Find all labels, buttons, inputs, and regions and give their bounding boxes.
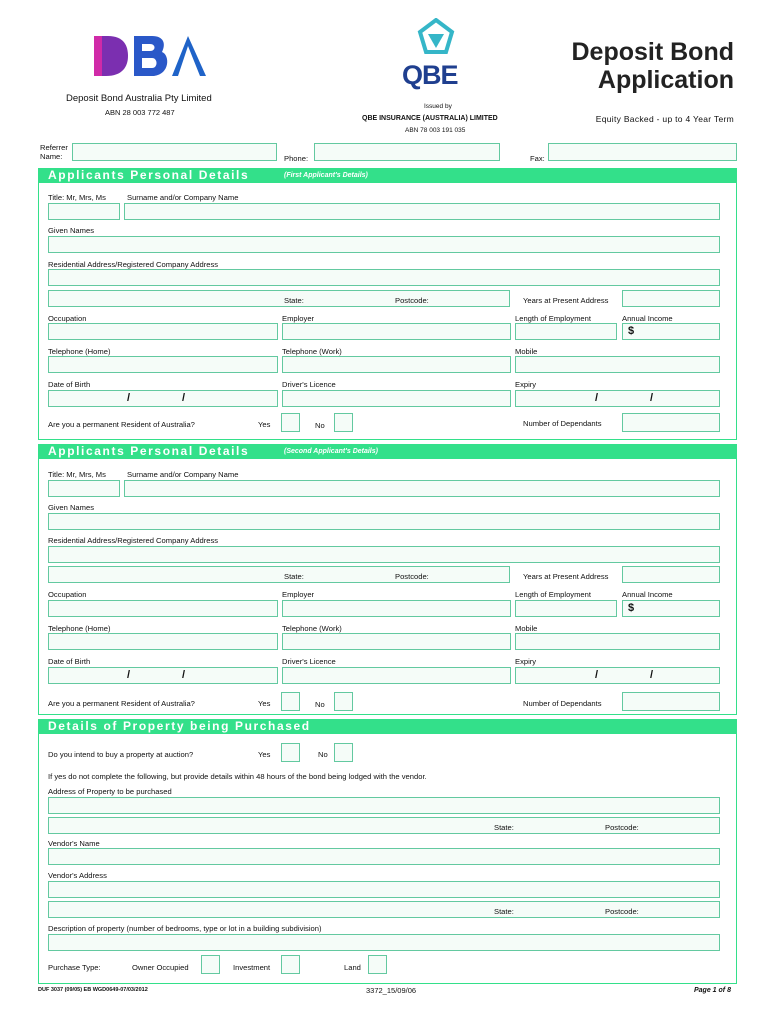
a2-given-names-field[interactable] <box>48 513 720 530</box>
a2-licence-label: Driver's Licence <box>282 657 336 666</box>
a2-mobile-field[interactable] <box>515 633 720 650</box>
a2-given-names-label: Given Names <box>48 503 95 512</box>
a1-resident-no-checkbox[interactable] <box>334 413 353 432</box>
property-heading: Details of Property being Purchased <box>48 719 311 733</box>
a2-address-label: Residential Address/Registered Company Address <box>48 536 219 545</box>
investment-label: Investment <box>233 963 271 972</box>
a2-occupation-field[interactable] <box>48 600 278 617</box>
a1-surname-label: Surname and/or Company Name <box>127 193 239 202</box>
a2-dependants-field[interactable] <box>622 692 720 711</box>
a1-tel-work-label: Telephone (Work) <box>282 347 342 356</box>
footer-version: 3372_15/09/06 <box>366 986 417 995</box>
land-checkbox[interactable] <box>368 955 387 974</box>
referrer-phone-label: Phone: <box>284 154 309 163</box>
a1-occupation-label: Occupation <box>48 314 87 323</box>
investment-checkbox[interactable] <box>281 955 300 974</box>
a2-postcode-label: Postcode: <box>395 572 429 581</box>
qbe-logo <box>400 18 472 96</box>
applicant1-subheading: (First Applicant's Details) <box>284 172 368 179</box>
land-label: Land <box>344 963 361 972</box>
a1-address-field-2[interactable] <box>48 290 510 307</box>
a1-title-field[interactable] <box>48 203 120 220</box>
a2-years-field[interactable] <box>622 566 720 583</box>
a2-tel-work-field[interactable] <box>282 633 511 650</box>
a2-resident-no-label: No <box>315 700 325 709</box>
a2-resident-no-checkbox[interactable] <box>334 692 353 711</box>
a2-dob-field[interactable] <box>48 667 278 684</box>
referrer-name-label-2: Name: <box>40 152 63 161</box>
a2-years-label: Years at Present Address <box>523 572 609 581</box>
a1-resident-question: Are you a permanent Resident of Australia? <box>48 420 195 429</box>
a1-tel-home-field[interactable] <box>48 356 278 373</box>
a1-given-names-label: Given Names <box>48 226 95 235</box>
applicant1-heading: Applicants Personal Details <box>48 168 250 182</box>
a2-surname-field[interactable] <box>124 480 720 497</box>
a1-licence-label: Driver's Licence <box>282 380 336 389</box>
a1-dob-label: Date of Birth <box>48 380 91 389</box>
a1-years-field[interactable] <box>622 290 720 307</box>
a1-dependants-field[interactable] <box>622 413 720 432</box>
a2-currency-symbol: $ <box>628 602 635 614</box>
a1-expiry-sep-1: / <box>595 392 599 404</box>
applicant2-heading: Applicants Personal Details <box>48 444 250 458</box>
a2-resident-yes-label: Yes <box>258 699 271 708</box>
a1-address-label: Residential Address/Registered Company Address <box>48 260 219 269</box>
a2-resident-yes-checkbox[interactable] <box>281 692 300 711</box>
a1-postcode-label: Postcode: <box>395 296 429 305</box>
referrer-name-label-1: Referrer <box>40 143 68 152</box>
a1-income-field[interactable] <box>622 323 720 340</box>
owner-occupied-label: Owner Occupied <box>132 963 189 972</box>
a2-length-label: Length of Employment <box>515 590 591 599</box>
a2-dob-label: Date of Birth <box>48 657 91 666</box>
referrer-name-field[interactable] <box>72 143 277 161</box>
a2-income-field[interactable] <box>622 600 720 617</box>
a1-mobile-label: Mobile <box>515 347 538 356</box>
a2-mobile-label: Mobile <box>515 624 538 633</box>
dba-logo <box>90 30 210 78</box>
a1-employer-label: Employer <box>282 314 315 323</box>
auction-note: If yes do not complete the following, but provide details within 48 hours of the bond being lodged with the vendor. <box>48 772 427 781</box>
a1-address-field[interactable] <box>48 269 720 286</box>
a2-dependants-label: Number of Dependants <box>523 699 602 708</box>
a2-title-field[interactable] <box>48 480 120 497</box>
a1-tel-work-field[interactable] <box>282 356 511 373</box>
vendor-postcode-label: Postcode: <box>605 907 639 916</box>
owner-occupied-checkbox[interactable] <box>201 955 220 974</box>
vendor-address-label: Vendor's Address <box>48 871 107 880</box>
a1-dob-sep-2: / <box>182 392 186 404</box>
a2-expiry-label: Expiry <box>515 657 537 666</box>
vendor-state-label: State: <box>494 907 514 916</box>
a2-occupation-label: Occupation <box>48 590 87 599</box>
a2-title-label: Title: Mr, Mrs, Ms <box>48 470 106 479</box>
property-description-field[interactable] <box>48 934 720 951</box>
a1-given-names-field[interactable] <box>48 236 720 253</box>
a1-length-label: Length of Employment <box>515 314 591 323</box>
a1-resident-yes-label: Yes <box>258 420 271 429</box>
auction-yes-label: Yes <box>258 750 271 759</box>
form-title-line2: Application <box>597 66 734 94</box>
a2-dob-sep-2: / <box>182 669 186 681</box>
a1-dob-sep-1: / <box>127 392 131 404</box>
a2-tel-home-field[interactable] <box>48 633 278 650</box>
footer-form-code: DUF 3037 (09/05) EB WGD0649-07/03/2012 <box>38 987 148 993</box>
property-postcode-label: Postcode: <box>605 823 639 832</box>
qbe-logo-text: QBE <box>402 60 458 90</box>
property-description-label: Description of property (number of bedrooms, type or lot in a building subdivision) <box>48 924 322 933</box>
a2-licence-field[interactable] <box>282 667 511 684</box>
a1-tel-home-label: Telephone (Home) <box>48 347 111 356</box>
a2-expiry-sep-2: / <box>650 669 654 681</box>
a2-employer-label: Employer <box>282 590 315 599</box>
a1-expiry-label: Expiry <box>515 380 537 389</box>
a1-surname-field[interactable] <box>124 203 720 220</box>
dba-logo-mark <box>90 30 210 78</box>
a1-expiry-sep-2: / <box>650 392 654 404</box>
property-header <box>38 719 737 734</box>
a2-income-label: Annual Income <box>622 590 673 599</box>
a2-state-label: State: <box>284 572 304 581</box>
a2-address-field[interactable] <box>48 546 720 563</box>
auction-question: Do you intend to buy a property at auction? <box>48 750 194 759</box>
auction-yes-checkbox[interactable] <box>281 743 300 762</box>
referrer-fax-label: Fax: <box>530 154 545 163</box>
purchase-type-label: Purchase Type: <box>48 963 101 972</box>
applicant2-header <box>38 444 737 459</box>
a2-length-field[interactable] <box>515 600 617 617</box>
dba-abn: ABN 28 003 772 487 <box>105 108 175 117</box>
property-address-label: Address of Property to be purchased <box>48 787 172 796</box>
a1-dob-field[interactable] <box>48 390 278 407</box>
a1-currency-symbol: $ <box>628 325 635 337</box>
vendor-name-label: Vendor's Name <box>48 839 100 848</box>
a2-resident-question: Are you a permanent Resident of Australia? <box>48 699 195 708</box>
referrer-phone-field[interactable] <box>314 143 500 161</box>
vendor-address-field[interactable] <box>48 881 720 898</box>
applicant2-subheading: (Second Applicant's Details) <box>284 448 378 455</box>
issuer-abn: ABN 78 003 191 035 <box>405 127 466 134</box>
issuer-name: QBE INSURANCE (AUSTRALIA) LIMITED <box>362 115 498 122</box>
a2-tel-work-label: Telephone (Work) <box>282 624 342 633</box>
form-subtitle: Equity Backed - up to 4 Year Term <box>595 114 734 124</box>
property-state-label: State: <box>494 823 514 832</box>
a1-mobile-field[interactable] <box>515 356 720 373</box>
vendor-name-field[interactable] <box>48 848 720 865</box>
a1-resident-yes-checkbox[interactable] <box>281 413 300 432</box>
a2-expiry-sep-1: / <box>595 669 599 681</box>
a1-income-label: Annual Income <box>622 314 673 323</box>
a1-employer-field[interactable] <box>282 323 511 340</box>
auction-no-checkbox[interactable] <box>334 743 353 762</box>
a1-title-label: Title: Mr, Mrs, Ms <box>48 193 106 202</box>
a1-resident-no-label: No <box>315 421 325 430</box>
a2-surname-label: Surname and/or Company Name <box>127 470 239 479</box>
a1-expiry-field[interactable] <box>515 390 720 407</box>
a1-years-label: Years at Present Address <box>523 296 609 305</box>
referrer-fax-field[interactable] <box>548 143 737 161</box>
a2-expiry-field[interactable] <box>515 667 720 684</box>
property-address-field[interactable] <box>48 797 720 814</box>
footer-page-number: Page 1 of 8 <box>694 987 731 994</box>
a1-length-field[interactable] <box>515 323 617 340</box>
a2-address-field-2[interactable] <box>48 566 510 583</box>
applicant1-header <box>38 168 737 183</box>
form-title-line1: Deposit Bond <box>571 38 734 66</box>
auction-no-label: No <box>318 750 328 759</box>
a2-dob-sep-1: / <box>127 669 131 681</box>
a1-dependants-label: Number of Dependants <box>523 419 602 428</box>
a1-licence-field[interactable] <box>282 390 511 407</box>
a1-state-label: State: <box>284 296 304 305</box>
dba-company-name: Deposit Bond Australia Pty Limited <box>66 93 212 104</box>
a2-tel-home-label: Telephone (Home) <box>48 624 111 633</box>
a2-employer-field[interactable] <box>282 600 511 617</box>
issued-by: Issued by <box>424 103 452 110</box>
a1-occupation-field[interactable] <box>48 323 278 340</box>
